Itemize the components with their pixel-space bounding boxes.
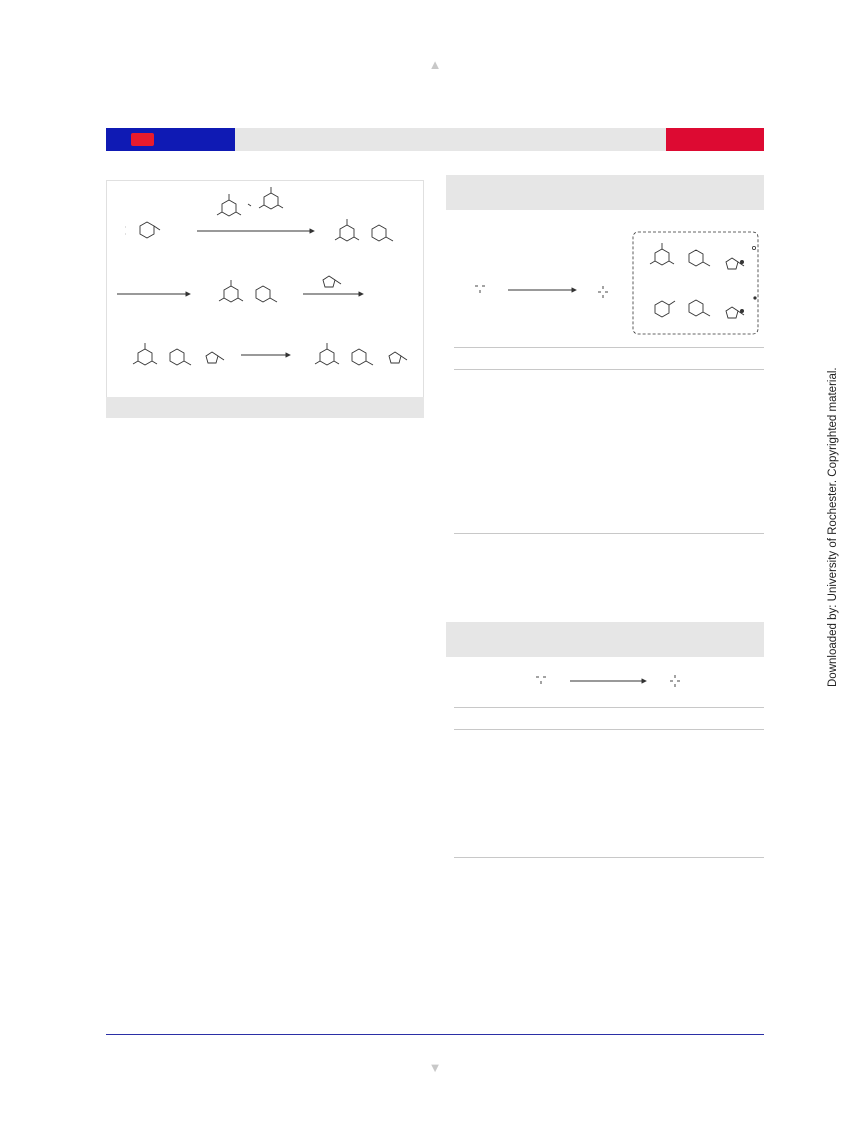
table-1-product <box>598 286 608 298</box>
table-2-header-rule <box>454 729 764 730</box>
table-1-top-rule <box>454 347 764 348</box>
table-2-substrate <box>536 677 546 684</box>
footer-rule <box>106 1034 764 1035</box>
catalyst-structure-1 <box>650 243 756 269</box>
synthesis-scheme-figure <box>106 180 424 418</box>
starting-benzyl-compound <box>125 222 160 238</box>
table-1-header <box>446 175 764 210</box>
page-down-triangle-icon[interactable]: ▼ <box>428 1060 442 1075</box>
catalyst-structure-2 <box>655 296 757 318</box>
table-2-reaction-scheme <box>446 657 764 707</box>
journal-header-right-block <box>666 128 764 151</box>
svg-text::: : <box>125 224 127 229</box>
table-2-product <box>670 675 680 687</box>
catalyst-structures-box <box>633 232 758 334</box>
mesityl-reagent <box>217 187 283 216</box>
table-1-header-rule <box>454 369 764 370</box>
download-notice: Downloaded by: University of Rochester. Copyrighted material. <box>827 367 839 687</box>
intermediate-product-1 <box>335 219 393 241</box>
intermediate-product-2 <box>219 280 277 302</box>
imidazolium-precursor <box>133 343 224 365</box>
table-2-header <box>446 622 764 657</box>
journal-header-left-block <box>106 128 235 151</box>
table-1-substrate <box>475 286 485 293</box>
table-2-top-rule <box>454 707 764 708</box>
page-up-triangle-icon[interactable]: ▲ <box>428 57 442 72</box>
table-1-reaction-scheme <box>446 210 764 338</box>
table-1-bottom-rule <box>454 533 764 534</box>
scheme-caption-bar <box>106 397 424 418</box>
imidazole-reagent <box>323 276 341 287</box>
imidazolium-product <box>315 343 407 365</box>
journal-header-badge <box>131 133 154 146</box>
table-2-bottom-rule <box>454 857 764 858</box>
svg-text::: : <box>125 231 127 236</box>
synthesis-scheme-drawing <box>107 181 425 398</box>
